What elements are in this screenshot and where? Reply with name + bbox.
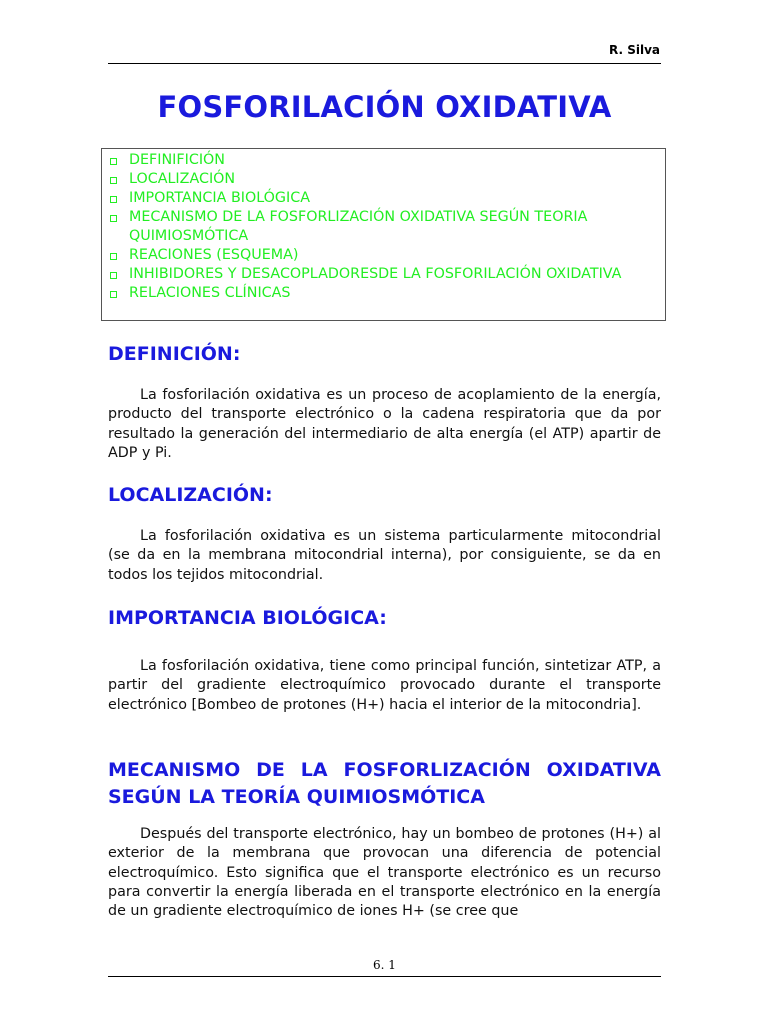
- toc-item[interactable]: [102, 246, 665, 265]
- toc-item[interactable]: [102, 170, 665, 189]
- toc-item-label: MECANISMO DE LA FOSFORLIZACIÓN OXIDATIVA SEGÚN TEORIA QUIMIOSMÓTICA: [129, 209, 588, 244]
- square-bullet-icon: [110, 253, 117, 260]
- square-bullet-icon: [110, 158, 117, 165]
- square-bullet-icon: [110, 177, 117, 184]
- paragraph-definicion: La fosforilación oxidativa es un proceso de acoplamiento de la energía, producto del transporte electrónico o la cadena respiratoria que da por resultado la generación del intermediario de alta energía (el ATP) apartir de ADP y Pi.: [108, 387, 661, 461]
- paragraph-localizacion: La fosforilación oxidativa es un sistema particularmente mitocondrial (se da en la membrana mitocondrial interna), por consiguiente, se da en todos los tejidos mitocondrial.: [108, 528, 661, 583]
- toc-item-label: REACIONES (ESQUEMA): [129, 247, 299, 263]
- toc-item[interactable]: [102, 208, 665, 246]
- heading-importancia: IMPORTANCIA BIOLÓGICA:: [108, 607, 387, 629]
- toc-item[interactable]: [102, 265, 665, 284]
- toc-item[interactable]: [102, 151, 665, 170]
- toc-item-label: INHIBIDORES Y DESACOPLADORESDE LA FOSFORILACIÓN OXIDATIVA: [129, 266, 622, 282]
- footer-rule: [108, 976, 661, 977]
- square-bullet-icon: [110, 272, 117, 279]
- header-rule: [108, 63, 661, 64]
- square-bullet-icon: [110, 196, 117, 203]
- square-bullet-icon: [110, 291, 117, 298]
- paragraph-mecanismo: Después del transporte electrónico, hay un bombeo de protones (H+) al exterior de la membrana que provocan una diferencia de potencial electroquímico. Esto significa que el transporte electrónico es un recurso para convertir la energía liberada en el transporte electrónico en la energía de un gradiente electroquímico de iones H+ (se cree que: [108, 826, 661, 920]
- toc-item[interactable]: [102, 284, 665, 303]
- toc-item-label: IMPORTANCIA BIOLÓGICA: [129, 190, 310, 206]
- toc-item-label: RELACIONES CLÍNICAS: [129, 285, 291, 301]
- table-of-contents: [101, 148, 666, 321]
- heading-mecanismo: MECANISMO DE LA FOSFORLIZACIÓN OXIDATIVA SEGÚN LA TEORÍA QUIMIOSMÓTICA: [108, 759, 661, 808]
- square-bullet-icon: [110, 215, 117, 222]
- paragraph-importancia: La fosforilación oxidativa, tiene como principal función, sintetizar ATP, a partir del gradiente electroquímico provocado durante el transporte electrónico [Bombeo de protones (H+) hacia el interior de la mitocondria].: [108, 658, 661, 713]
- toc-item-label: LOCALIZACIÓN: [129, 171, 236, 187]
- toc-item[interactable]: [102, 189, 665, 208]
- toc-item-label: DEFINIFICIÓN: [129, 152, 225, 168]
- header-author: R. Silva: [609, 43, 660, 57]
- heading-localizacion: LOCALIZACIÓN:: [108, 484, 273, 506]
- page-number: 6. 1: [373, 958, 396, 972]
- page-title: FOSFORILACIÓN OXIDATIVA: [157, 90, 612, 124]
- heading-definicion: DEFINICIÓN:: [108, 343, 241, 365]
